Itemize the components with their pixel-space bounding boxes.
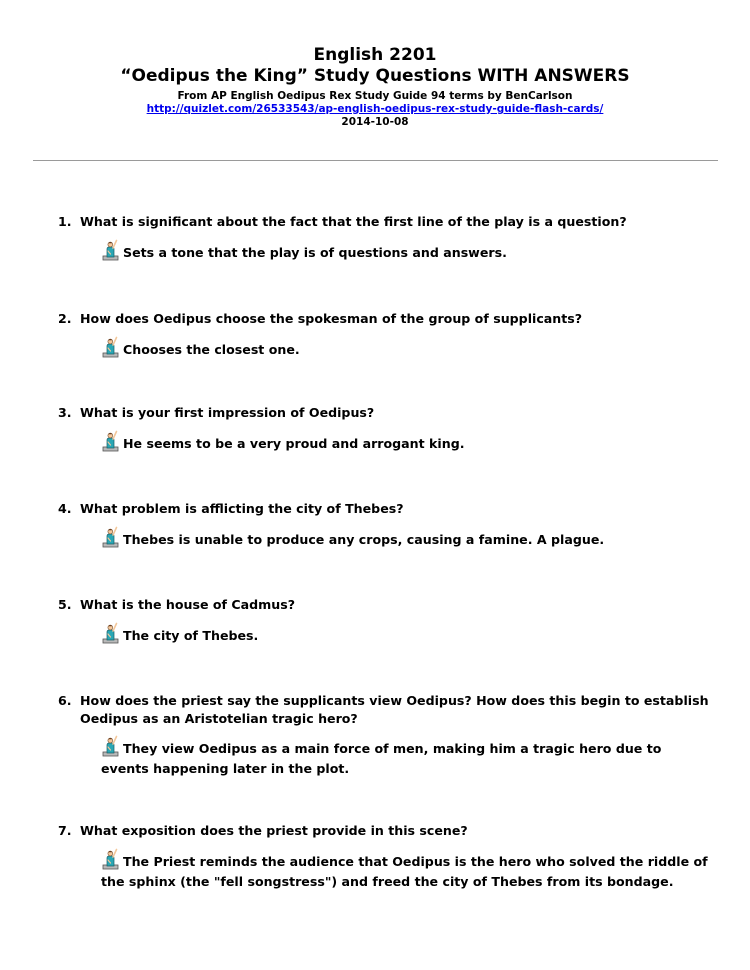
source-link-line xyxy=(0,103,750,116)
question-item xyxy=(58,596,718,614)
question-text: What is the house of Cadmus? xyxy=(80,597,296,612)
question-number: 7. xyxy=(58,823,72,838)
raised-hand-person-icon xyxy=(101,430,119,452)
header-divider xyxy=(33,160,718,161)
question-number: 2. xyxy=(58,311,72,326)
question-text: What problem is afflicting the city of Thebes? xyxy=(80,501,404,516)
source-line: From AP English Oedipus Rex Study Guide 94 terms by BenCarlson xyxy=(177,90,573,102)
answer-text: Thebes is unable to produce any crops, causing a famine. A plague. xyxy=(123,532,605,547)
question-item xyxy=(58,692,718,728)
answer-text: The city of Thebes. xyxy=(123,628,259,643)
raised-hand-person-icon xyxy=(101,735,119,757)
question-number: 3. xyxy=(58,405,72,420)
answer-item xyxy=(101,739,711,779)
question-number: 5. xyxy=(58,597,72,612)
answer-text: Chooses the closest one. xyxy=(123,342,300,357)
raised-hand-person-icon xyxy=(101,526,119,548)
raised-hand-person-icon xyxy=(101,336,119,358)
question-text: How does Oedipus choose the spokesman of the group of supplicants? xyxy=(80,311,583,326)
raised-hand-person-icon xyxy=(101,848,119,870)
document-title: “Oedipus the King” Study Questions WITH ANSWERS xyxy=(120,66,630,86)
question-text: What is significant about the fact that the first line of the play is a question? xyxy=(80,214,627,229)
question-item xyxy=(58,404,718,422)
answer-item xyxy=(101,852,711,892)
question-item xyxy=(58,213,718,231)
question-number: 1. xyxy=(58,214,72,229)
raised-hand-person-icon xyxy=(101,622,119,644)
document-date: 2014-10-08 xyxy=(341,116,409,128)
question-text: What exposition does the priest provide in this scene? xyxy=(80,823,468,838)
document-header xyxy=(0,0,750,129)
question-item xyxy=(58,500,718,518)
answer-text: Sets a tone that the play is of questions and answers. xyxy=(123,245,507,260)
answer-item xyxy=(101,243,711,263)
question-item xyxy=(58,822,718,840)
answer-text: The Priest reminds the audience that Oedipus is the hero who solved the riddle of the sphinx (the "fell songstress") and freed the city of Thebes from its bondage. xyxy=(101,854,708,889)
question-text: How does the priest say the supplicants view Oedipus? How does this begin to establish Oedipus as an Aristotelian tragic hero? xyxy=(80,693,709,726)
answer-item xyxy=(101,434,711,454)
answer-item xyxy=(101,340,711,360)
question-number: 6. xyxy=(58,693,72,708)
course-title: English 2201 xyxy=(313,45,437,65)
answer-text: He seems to be a very proud and arrogant king. xyxy=(123,436,465,451)
question-number: 4. xyxy=(58,501,72,516)
source-link[interactable]: http://quizlet.com/26533543/ap-english-oedipus-rex-study-guide-flash-cards/ xyxy=(146,103,604,115)
answer-text: They view Oedipus as a main force of men, making him a tragic hero due to events happening later in the plot. xyxy=(101,741,662,776)
answer-item xyxy=(101,626,711,646)
answer-item xyxy=(101,530,711,550)
question-item xyxy=(58,310,718,328)
question-text: What is your first impression of Oedipus? xyxy=(80,405,375,420)
raised-hand-person-icon xyxy=(101,239,119,261)
